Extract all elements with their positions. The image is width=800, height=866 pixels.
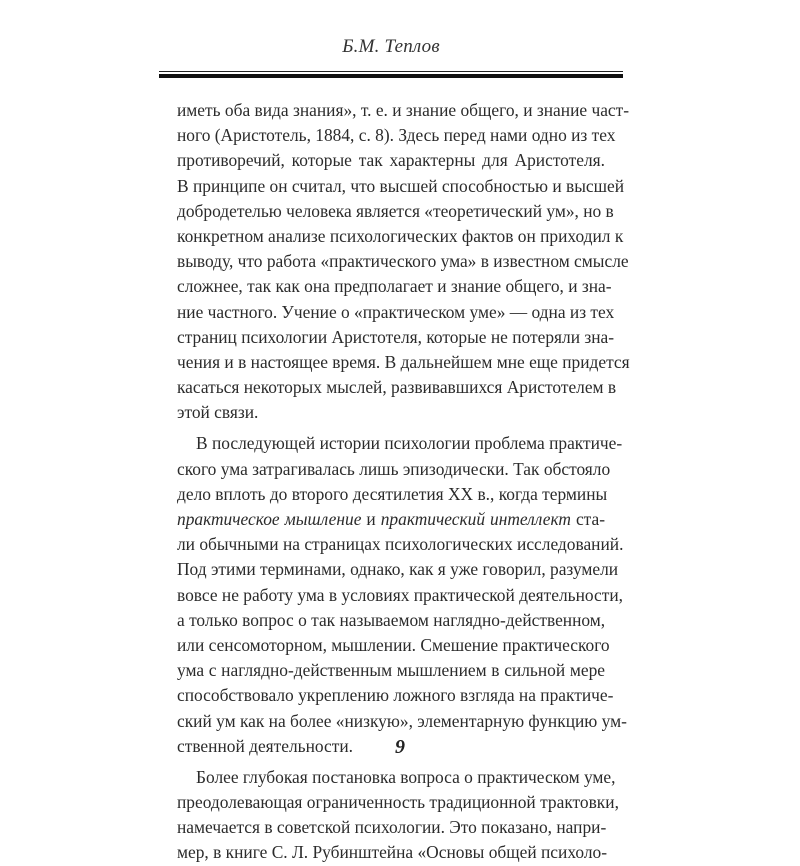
text-line: иметь оба вида знания», т. е. и знание общего, и знание част- [177,100,630,120]
paragraph-3 [177,765,619,866]
running-head: Б.М. Теплов [342,36,440,57]
text-line: ного (Аристотель, 1884, с. 8). Здесь перед нами одно из тех [177,125,616,146]
header-rule-thick [159,74,623,78]
text-line: выводу, что работа «практического ума» в известном смысле [177,251,629,272]
text-fragment: и [361,509,381,529]
text-line: вовсе не работу ума в условиях практической деятельности, [177,584,624,605]
text-line: Под этими терминами, однако, как я уже говорил, разумели [177,559,619,580]
text-line: ственной деятельности. [177,735,354,756]
text-line: касаться некоторых мыслей, развивавшихся Аристотелем в [177,377,617,398]
text-line: а только вопрос о так называемом наглядно-действенном, [177,609,606,630]
text-line: чения и в настоящее время. В дальнейшем мне еще придется [177,351,630,372]
text-line: добродетелью человека является «теоретический ум», но в [177,200,614,221]
text-line: или сенсомоторном, мышлении. Смешение практического [177,634,610,655]
text-line: конкретном анализе психологических фактов он приходил к [177,225,624,246]
text-line: противоречий, которые так характерны для Аристотеля. [177,150,605,171]
text-line: ние частного. Учение о «практическом уме» — одна из тех [177,301,615,322]
page-number: 9 [395,736,405,758]
header-rule-thin [159,71,623,72]
paragraph-1 [177,98,630,425]
italic-term: практическое мышление [177,509,362,529]
text-line-with-italics [177,507,605,532]
text-line: В принципе он считал, что высшей способностью и высшей [177,175,625,196]
text-line: ского ума затрагивалась лишь эпизодически. Так обстояло [177,458,611,479]
text-line: способствовало укреплению ложного взгляда на практиче- [177,685,614,706]
text-line: ума с наглядно-действенным мышлением в сильной мере [177,660,605,681]
paragraph-2 [177,431,627,758]
text-line: ли обычными на страницах психологических исследований. [177,534,624,555]
text-line: В последующей истории психологии проблема практиче- [196,433,623,454]
text-line: Более глубокая постановка вопроса о практическом уме, [196,766,616,787]
text-line: дело вплоть до второго десятилетия XX в., когда термины [177,483,608,504]
text-line: намечается в советской психологии. Это показано, напри- [177,817,607,838]
text-line: мер, в книге С. Л. Рубинштейна «Основы общей психоло- [177,842,608,863]
text-line: этой связи. [177,402,259,423]
italic-term: практический интеллект [380,509,571,529]
text-line: преодолевающая ограниченность традиционной трактовки, [177,792,619,813]
text-line: ский ум как на более «низкую», элементарную функцию ум- [177,710,627,731]
text-line: страниц психологии Аристотеля, которые не потеряли зна- [177,326,615,347]
text-fragment: ста- [570,509,606,529]
text-line: сложнее, так как она предполагает и знание общего, и зна- [177,276,612,297]
